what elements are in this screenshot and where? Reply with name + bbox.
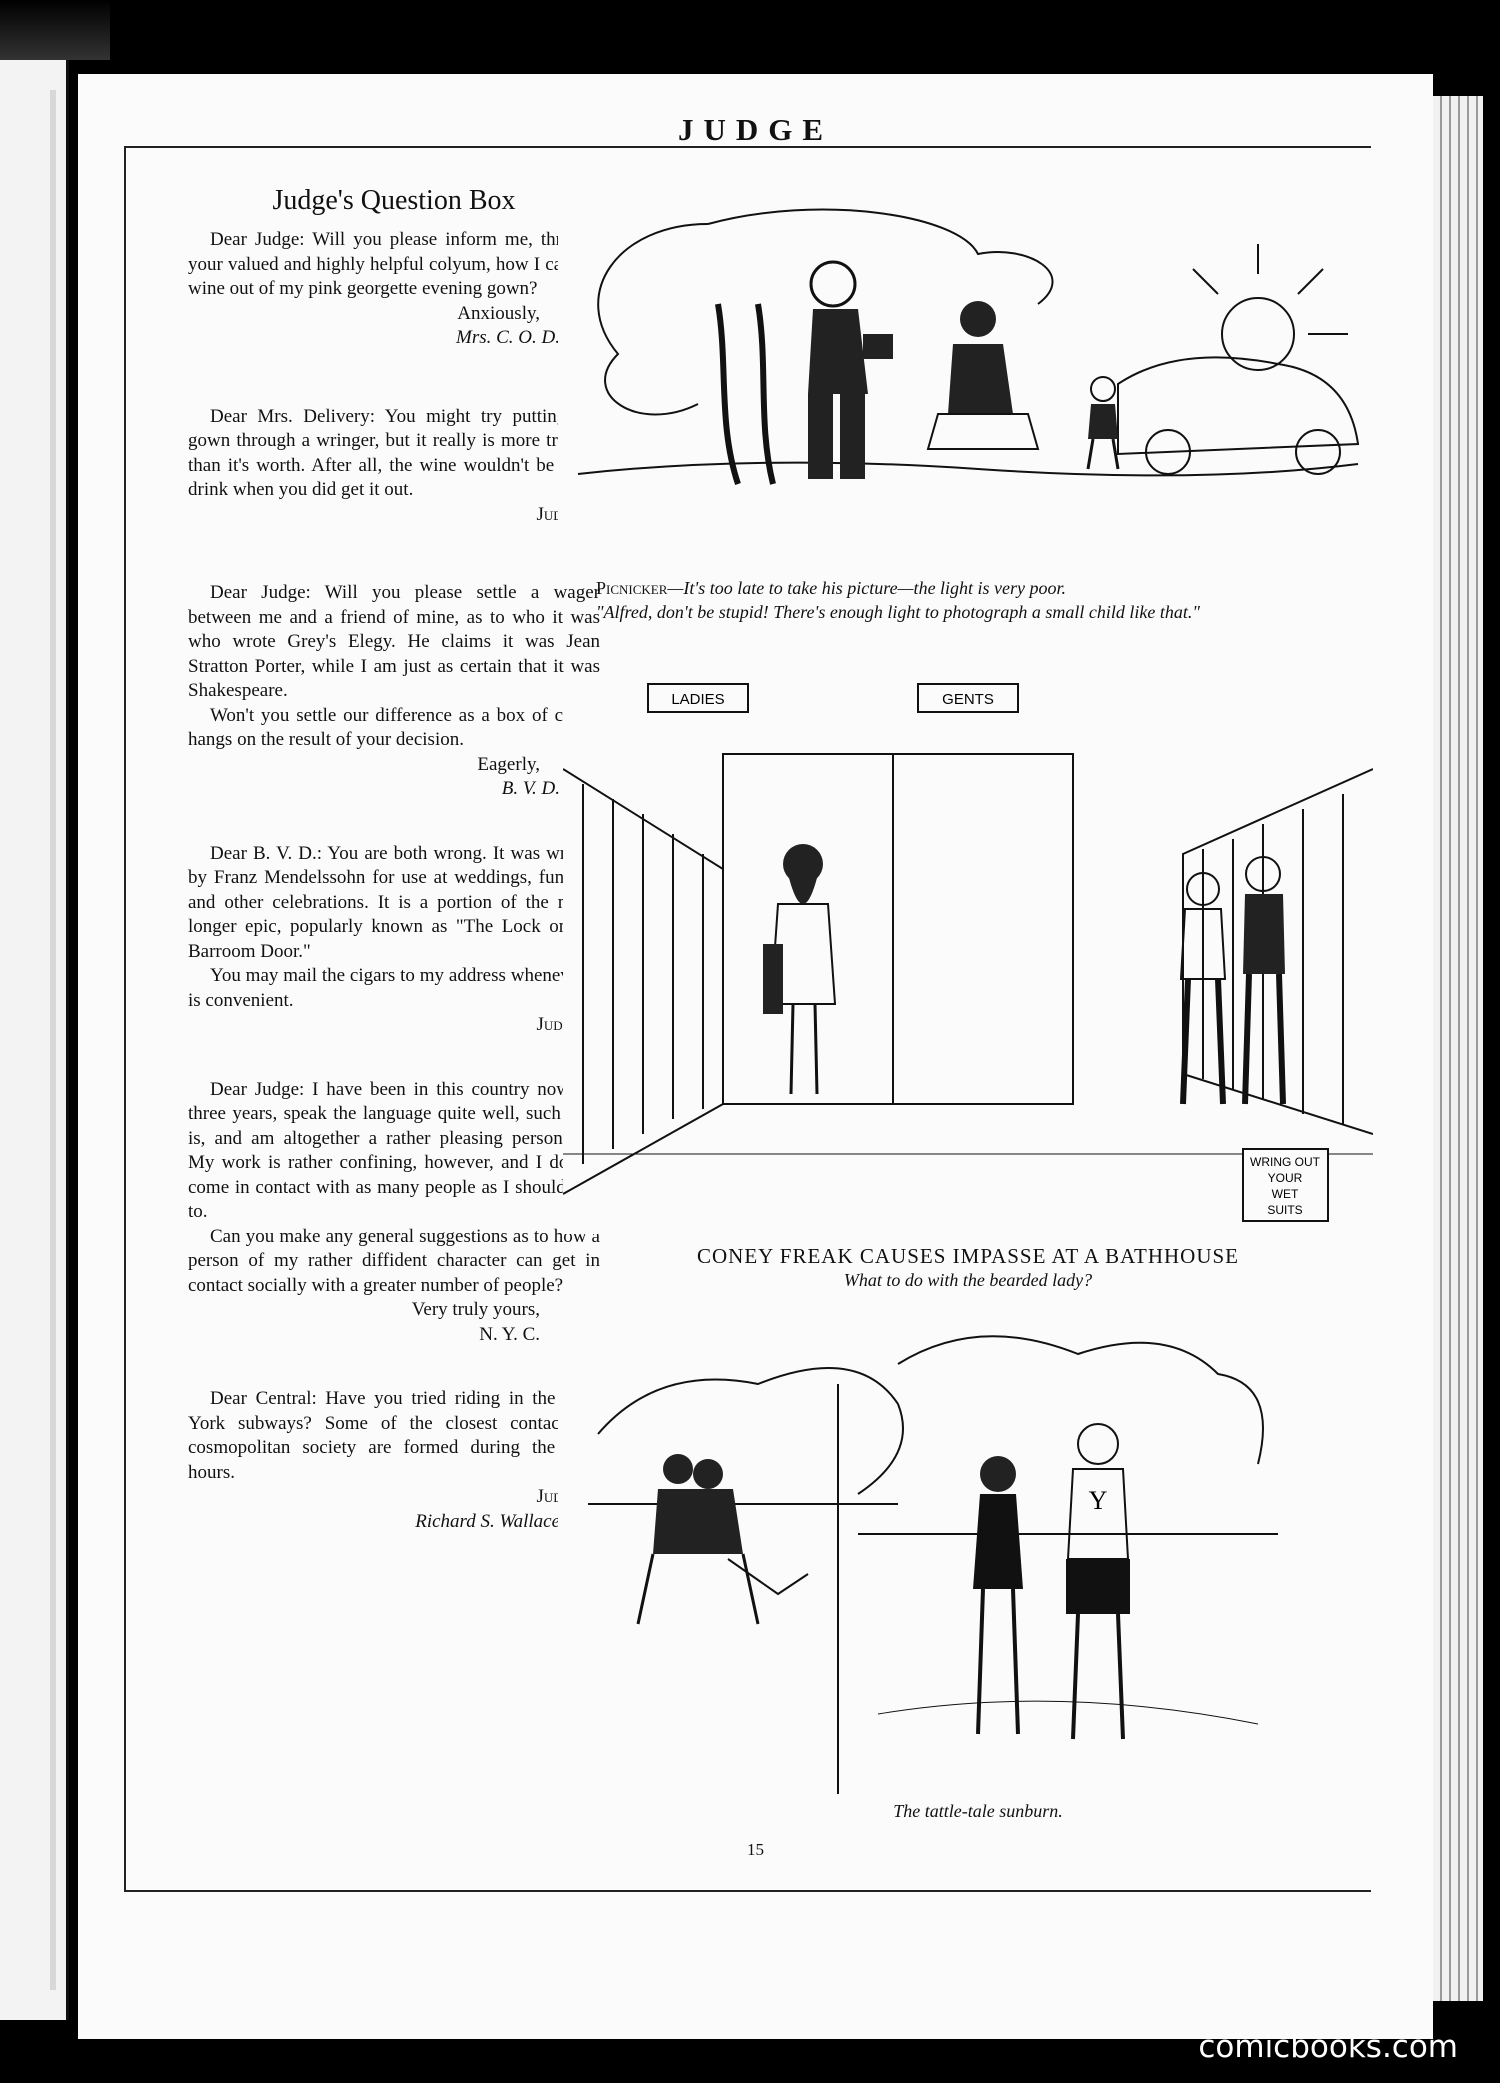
embracing-couple: [638, 1454, 808, 1624]
wring-line-2: YOUR: [1267, 1171, 1303, 1185]
bathhouse-heading: CONEY FREAK CAUSES IMPASSE AT A BATHHOUSE: [696, 1244, 1239, 1268]
bathhouse-cartoon: [563, 674, 1373, 1234]
sunburned-man: [1066, 1424, 1130, 1739]
page-number: 15: [747, 1840, 764, 1859]
reply-1-body: Dear Mrs. Delivery: You might try putting the gown through a wringer, but it really is more trouble than it's worth. After all, the wine wouldn't be fit to drink when you did get it out.: [188, 405, 600, 500]
speaker-label: Picnicker: [596, 578, 668, 598]
locker-doors-left: [583, 784, 703, 1164]
reply-2-body: Dear B. V. D.: You are both wrong. It was written by Franz Mendelssohn for use at weddings, funerals and other celebrations. It is a portion of the much longer epic, popularly known as "The Lock on the Barroom Door.": [188, 842, 600, 962]
reply-1-signature: Judge: [536, 503, 580, 525]
reply-3-body: Dear Central: Have you tried riding in the New York subways? Some of the closest contacts in cosmopolitan society are formed during the rush hours.: [188, 1388, 600, 1483]
small-child: [1088, 377, 1118, 469]
letter-3-signature: N. Y. C.: [479, 1323, 540, 1345]
wring-line-1: WRING OUT: [1250, 1155, 1320, 1169]
sunburned-woman: [973, 1456, 1023, 1734]
facing-page-edge: [0, 60, 69, 2020]
reply-2-signature: Judge: [536, 1014, 580, 1035]
letter-3-body-2: Can you make any general suggestions as to how a person of my rather diffident character can get in contact socially with a greater number of people?: [188, 1225, 600, 1296]
magazine-page: [78, 74, 1433, 2039]
picnic-cartoon: [558, 184, 1370, 554]
sign-ladies: [648, 684, 748, 712]
question-box-column: [188, 184, 600, 1534]
sign-ladies-text: LADIES: [671, 691, 725, 708]
letter-2-signature: B. V. D.: [501, 778, 560, 799]
reply-2-body-2: You may mail the cigars to my address whenever it is convenient.: [188, 965, 600, 1011]
wring-out-sign: [1243, 1149, 1328, 1221]
letter-2-body: Dear Judge: Will you please settle a wager between me and a friend of mine, as to who it was who wrote Grey's Elegy. He claims it was Jean Stratton Porter, while I am just as certain that it was Shakespeare.: [188, 582, 600, 701]
watermark: comicbooks.com: [1198, 2029, 1458, 2065]
letter-2-body-2: Won't you settle our difference as a box of cigars hangs on the result of your decision.: [188, 704, 600, 750]
masthead: JUDGE: [677, 112, 834, 147]
letter-1-body: Dear Judge: Will you please inform me, through your valued and highly helpful colyum, how I can get wine out of my pink georgette evening gown?: [188, 229, 600, 299]
beach-cartoon: [558, 1294, 1373, 1794]
bathhouse-subheading: What to do with the bearded lady?: [843, 1270, 1093, 1290]
wring-line-4: SUITS: [1267, 1203, 1303, 1217]
column-title: Judge's Question Box: [272, 185, 516, 216]
woman-seated: [928, 301, 1038, 449]
scan-edge: [0, 0, 110, 60]
picnic-caption: [596, 576, 1356, 624]
wring-line-3: WET: [1271, 1187, 1299, 1201]
letter-3-body: Dear Judge: I have been in this country now for three years, speak the language quite well, such as it is, and am altogether a rather pleasing personality. My work is rather confining, however, and I do not come in contact with as many people as I should like to.: [188, 1078, 600, 1222]
letter-1-signature: Mrs. C. O. D.: [456, 327, 560, 348]
letter-1-closing: Anxiously,: [457, 302, 540, 324]
caption-line-1: —It's too late to take his picture—the light is very poor.: [667, 578, 1067, 598]
bathhouse-caption: [568, 1244, 1368, 1292]
letter-3-closing: Very truly yours,: [411, 1299, 540, 1320]
y-letter-icon: Y: [1088, 1486, 1108, 1515]
beach-caption: The tattle-tale sunburn.: [893, 1801, 1063, 1821]
man-with-camera: [808, 262, 893, 479]
sign-gents-text: GENTS: [942, 691, 994, 708]
page-stack-edge: [1433, 96, 1483, 2001]
reply-3-signature: Judge: [536, 1486, 580, 1507]
sign-gents: [918, 684, 1018, 712]
author-byline: Richard S. Wallace: [415, 1510, 560, 1532]
bearded-lady: [763, 844, 835, 1094]
caption-line-2: "Alfred, don't be stupid! There's enough light to photograph a small child like that.": [596, 602, 1200, 622]
letter-2-closing: Eagerly,: [477, 753, 540, 775]
